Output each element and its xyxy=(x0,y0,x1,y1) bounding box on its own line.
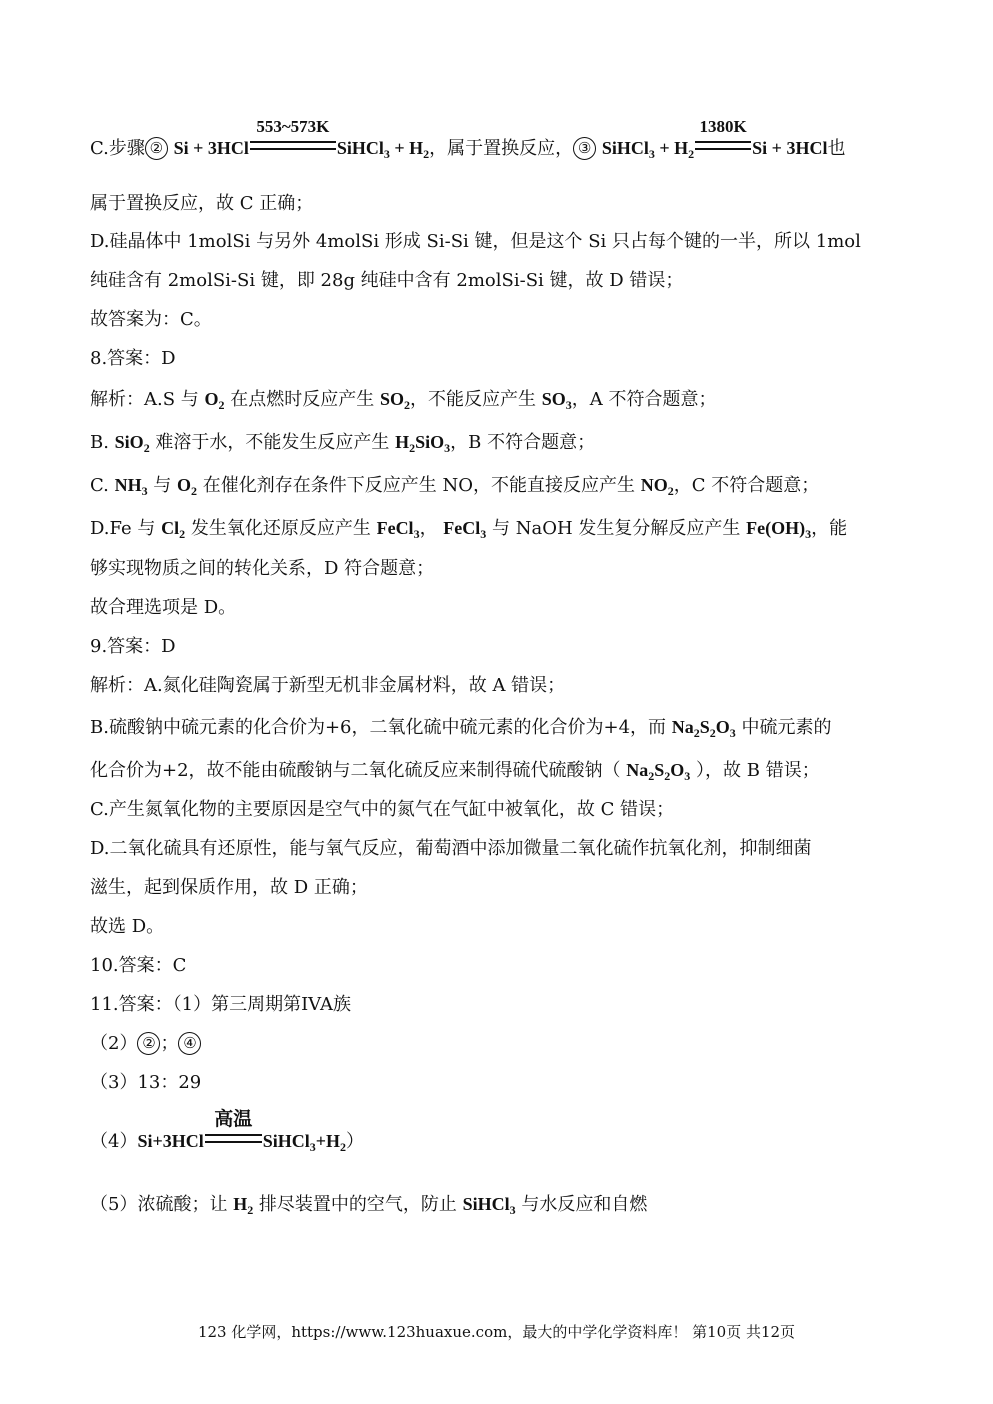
answer-11-part-5 xyxy=(90,1192,647,1217)
eq2-left-2: + H xyxy=(654,138,689,158)
eq1-right-2: + H xyxy=(389,138,424,158)
circled-3: ③ xyxy=(573,137,596,160)
formula-part: FeCl xyxy=(443,518,481,538)
text: 与水反应和自燃 xyxy=(515,1194,648,1215)
text: 解析：A.S 与 xyxy=(90,389,205,410)
subscript: 2 xyxy=(409,441,416,455)
equation-3 xyxy=(137,1109,347,1154)
eq3-arrow xyxy=(205,1109,262,1147)
text: ），故 B 错误； xyxy=(690,760,820,781)
subscript: 3 xyxy=(309,1140,316,1154)
formula-part: NH xyxy=(114,475,142,495)
text: ，不能反应产生 xyxy=(409,389,542,410)
formula-feoh3 xyxy=(746,518,812,541)
line-20: 故选 D。 xyxy=(90,916,165,937)
eq3-condition: 高温 xyxy=(214,1109,253,1130)
text: 在催化剂存在条件下反应产生 NO，不能直接反应产生 xyxy=(197,475,641,496)
line-14: 解析：A.氮化硅陶瓷属于新型无机非金属材料，故 A 错误； xyxy=(90,675,566,696)
equation-2 xyxy=(601,117,828,161)
eq3-left: Si+3HCl xyxy=(137,1131,204,1151)
circled-2: ② xyxy=(137,1032,160,1055)
line-5: 故答案为：C。 xyxy=(90,309,212,330)
formula-part: Cl xyxy=(161,518,180,538)
subscript: 3 xyxy=(141,484,148,498)
eq3-right-2: +H xyxy=(315,1131,341,1151)
answer-11: 11.答案：（1）第三周期第IVA族 xyxy=(90,994,351,1015)
text: 中硫元素的 xyxy=(735,717,832,738)
formula-part: O xyxy=(715,717,730,737)
subscript: 2 xyxy=(664,769,671,783)
text: ； xyxy=(160,1033,179,1054)
subscript: 2 xyxy=(709,726,716,740)
subscript: 3 xyxy=(565,398,572,412)
formula-o2 xyxy=(177,475,198,498)
text: 与 xyxy=(147,475,178,496)
text: （2） xyxy=(90,1033,138,1054)
subscript: 2 xyxy=(218,398,225,412)
line-2: 属于置换反应，故 C 正确； xyxy=(90,193,314,214)
line-19: 滋生，起到保质作用，故 D 正确； xyxy=(90,877,368,898)
text: ，B 不符合题意； xyxy=(450,432,596,453)
line-8a xyxy=(90,387,716,412)
line-9b-1 xyxy=(90,715,832,740)
formula-part: SiO xyxy=(114,432,144,452)
eq2-right: Si + 3HCl xyxy=(752,138,828,158)
formula-fecl3 xyxy=(376,518,420,541)
subscript: 3 xyxy=(444,441,451,455)
text: ，属于置换反应， xyxy=(429,138,574,159)
formula-part: S xyxy=(699,717,710,737)
line-3: D.硅晶体中 1molSi 与另外 4molSi 形成 Si-Si 键，但是这个 Si 只占每个键的一半，所以 1mol xyxy=(90,231,861,252)
answer-10: 10.答案：C xyxy=(90,955,187,976)
formula-part: Na xyxy=(671,717,694,737)
subscript: 3 xyxy=(684,769,691,783)
text: ，能 xyxy=(811,518,848,539)
subscript: 3 xyxy=(413,527,420,541)
text: 难溶于水，不能发生反应产生 xyxy=(149,432,396,453)
line-8d xyxy=(90,516,847,541)
line-4: 纯硅含有 2molSi-Si 键，即 28g 纯硅中含有 2molSi-Si 键，故 D 错误； xyxy=(90,270,684,291)
text: C.步骤 xyxy=(90,138,145,159)
circled-4: ④ xyxy=(178,1032,201,1055)
subscript: 2 xyxy=(143,441,150,455)
text: 排尽装置中的空气，防止 xyxy=(253,1194,463,1215)
line-9b-2 xyxy=(90,758,820,783)
formula-part: H xyxy=(233,1194,248,1214)
text: B. xyxy=(90,432,115,453)
page-footer: 123 化学网，https://www.123huaxue.com，最大的中学化学资料库！ 第10页 共12页 xyxy=(197,1323,796,1341)
formula-part: SO xyxy=(541,389,566,409)
formula-part: SiHCl xyxy=(462,1194,510,1214)
subscript: 2 xyxy=(247,1203,254,1217)
formula-na2s2o3 xyxy=(626,760,691,783)
formula-part: H xyxy=(395,432,410,452)
formula-nh3 xyxy=(114,475,148,498)
formula-o2 xyxy=(204,389,225,412)
line-8c xyxy=(90,473,819,498)
subscript: 2 xyxy=(403,398,410,412)
formula-part: FeCl xyxy=(376,518,414,538)
line-12: 故合理选项是 D。 xyxy=(90,597,237,618)
answer-11-part-3: （3）13：29 xyxy=(90,1072,202,1093)
equation-1 xyxy=(173,117,430,161)
eq1-right-1: SiHCl xyxy=(336,138,384,158)
text: ，A 不符合题意； xyxy=(571,389,717,410)
answer-11-part-4 xyxy=(90,1109,365,1154)
formula-part: SiO xyxy=(415,432,445,452)
text: ， xyxy=(419,518,444,539)
text: （5）浓硫酸；让 xyxy=(90,1194,234,1215)
eq2-arrow xyxy=(695,117,751,154)
subscript: 3 xyxy=(480,527,487,541)
subscript: 3 xyxy=(509,1203,516,1217)
line-step-c-equations xyxy=(90,117,846,161)
subscript: 2 xyxy=(667,484,674,498)
subscript: 2 xyxy=(688,147,695,161)
formula-h2 xyxy=(233,1194,254,1217)
formula-part: O xyxy=(177,475,192,495)
formula-part: O xyxy=(204,389,219,409)
subscript: 2 xyxy=(179,527,186,541)
formula-fecl3 xyxy=(443,518,487,541)
text: 也 xyxy=(827,138,846,159)
line-11: 够实现物质之间的转化关系，D 符合题意； xyxy=(90,558,435,579)
circled-2: ② xyxy=(145,137,168,160)
subscript: 3 xyxy=(729,726,736,740)
text: 发生氧化还原反应产生 xyxy=(185,518,377,539)
eq2-left-1: SiHCl xyxy=(601,138,649,158)
formula-part: SO xyxy=(379,389,404,409)
text: D.Fe 与 xyxy=(90,518,162,539)
subscript: 3 xyxy=(648,147,655,161)
text: B.硫酸钠中硫元素的化合价为+6，二氧化硫中硫元素的化合价为+4，而 xyxy=(90,717,672,738)
subscript: 3 xyxy=(805,527,812,541)
formula-part: O xyxy=(670,760,685,780)
line-8b xyxy=(90,430,595,455)
text: 与 NaOH 发生复分解反应产生 xyxy=(486,518,747,539)
formula-sio2 xyxy=(114,432,150,455)
double-bar xyxy=(250,141,336,150)
line-18: D.二氧化硫具有还原性，能与氧气反应，葡萄酒中添加微量二氧化硫作抗氧化剂，抑制细菌 xyxy=(90,838,812,859)
formula-so2 xyxy=(379,389,410,412)
formula-part: Fe(OH) xyxy=(746,518,806,538)
formula-part: NO xyxy=(640,475,668,495)
text: C. xyxy=(90,475,115,496)
answer-8: 8.答案：D xyxy=(90,348,176,369)
eq1-left: Si + 3HCl xyxy=(173,138,249,158)
formula-h2sio3 xyxy=(395,432,451,455)
formula-no2 xyxy=(640,475,674,498)
eq1-arrow xyxy=(250,117,336,154)
formula-part: Na xyxy=(626,760,649,780)
formula-na2s2o3 xyxy=(671,717,736,740)
formula-so3 xyxy=(541,389,572,412)
answer-9: 9.答案：D xyxy=(90,636,176,657)
eq1-condition: 553~573K xyxy=(256,117,330,136)
double-bar xyxy=(695,141,751,150)
text: 化合价为+2，故不能由硫酸钠与二氧化硫反应来制得硫代硫酸钠（ xyxy=(90,760,627,781)
subscript: 2 xyxy=(340,1140,347,1154)
subscript: 2 xyxy=(423,147,430,161)
answer-11-part-2 xyxy=(90,1032,201,1056)
formula-cl2 xyxy=(161,518,186,541)
text: 在点燃时反应产生 xyxy=(224,389,380,410)
subscript: 3 xyxy=(383,147,390,161)
text: ，C 不符合题意； xyxy=(673,475,820,496)
text: （4） xyxy=(90,1131,138,1152)
formula-sihcl3 xyxy=(462,1194,516,1217)
double-bar xyxy=(205,1134,262,1143)
text: ） xyxy=(346,1131,365,1152)
subscript: 2 xyxy=(648,769,655,783)
formula-part: S xyxy=(654,760,665,780)
eq3-right-1: SiHCl xyxy=(262,1131,310,1151)
eq2-condition: 1380K xyxy=(699,117,747,136)
subscript: 2 xyxy=(693,726,700,740)
line-17: C.产生氮氧化物的主要原因是空气中的氮气在气缸中被氧化，故 C 错误； xyxy=(90,799,675,820)
subscript: 2 xyxy=(191,484,198,498)
